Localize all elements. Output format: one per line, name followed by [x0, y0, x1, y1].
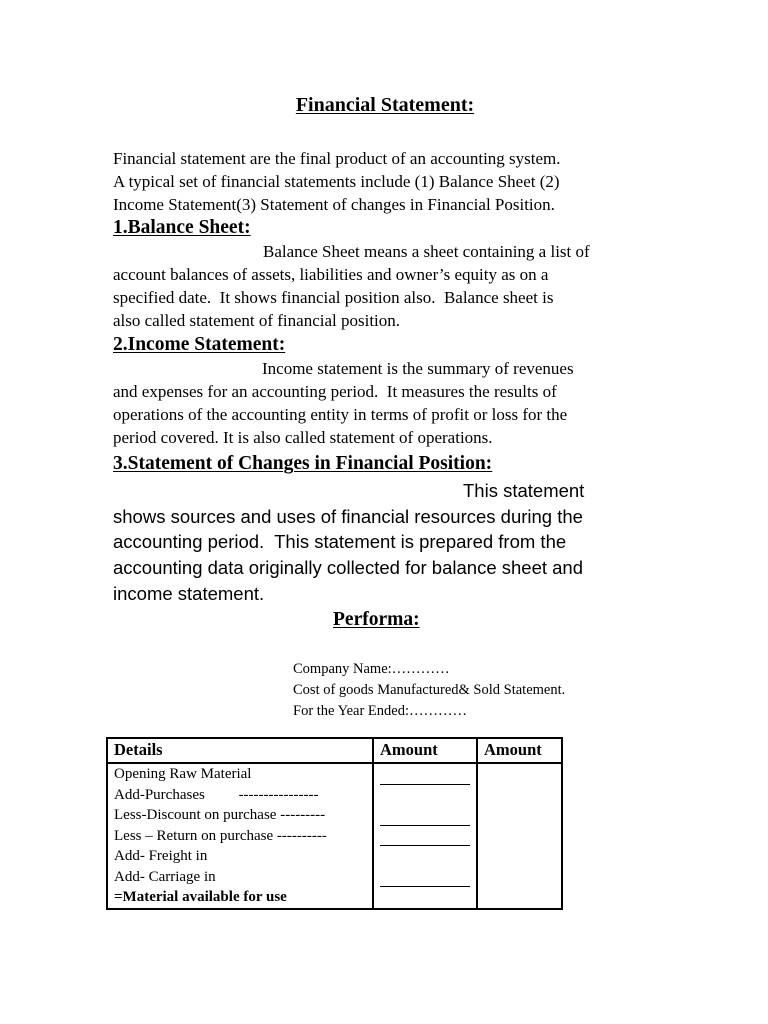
section-heading-balance-sheet: 1.Balance Sheet:	[113, 217, 251, 238]
amount-blank-line	[380, 764, 470, 785]
body-line: accounting data originally collected for balance sheet and	[113, 557, 584, 578]
table-row-item: Less – Return on purchase ----------	[114, 827, 327, 844]
table-row-item: Add- Freight in	[114, 848, 208, 864]
section-heading-income-statement: 2.Income Statement:	[113, 334, 286, 355]
table-row-item: Less-Discount on purchase ---------	[114, 807, 326, 823]
intro-line: A typical set of financial statements include (1) Balance Sheet (2)	[113, 172, 560, 191]
body-line: income statement.	[113, 583, 265, 604]
amount-blank-line	[380, 867, 470, 888]
intro-line: Income Statement(3) Statement of changes in Financial Position.	[113, 195, 555, 214]
year-ended-line: For the Year Ended:…………	[293, 703, 467, 719]
body-line: This statement	[463, 480, 585, 501]
amount-cell-2	[477, 763, 562, 909]
body-line: Income statement is the summary of revenues	[262, 359, 574, 378]
spacer	[380, 785, 470, 806]
table-row-item: Add-Purchases ----------------	[114, 786, 319, 803]
body-line: also called statement of financial position.	[113, 311, 401, 330]
amount-blank-line	[380, 826, 470, 847]
header-amount-1: Amount	[373, 738, 477, 763]
details-cell	[107, 763, 373, 909]
body-line: operations of the accounting entity in terms of profit or loss for the	[113, 405, 568, 424]
body-line: and expenses for an accounting period. It measures the results of	[113, 382, 557, 401]
body-line: period covered. It is also called statement of operations.	[113, 428, 493, 447]
table-row-item: Opening Raw Material	[114, 766, 252, 782]
amount-cell-1	[373, 763, 477, 909]
table-row-item-total: =Material available for use	[114, 889, 287, 905]
body-line: shows sources and uses of financial resources during the	[113, 506, 583, 527]
table-row	[107, 763, 562, 909]
company-name-line: Company Name:…………	[293, 661, 450, 677]
body-line: accounting period. This statement is prepared from the	[113, 531, 567, 552]
cost-of-goods-table	[106, 737, 563, 910]
spacer	[380, 846, 470, 867]
body-line: Balance Sheet means a sheet containing a list of	[263, 242, 590, 261]
amount-blank-line	[380, 805, 470, 826]
statement-name-line: Cost of goods Manufactured& Sold Statement.	[293, 682, 566, 698]
body-line: specified date. It shows financial position also. Balance sheet is	[113, 288, 554, 307]
header-amount-2: Amount	[477, 738, 562, 763]
section-heading-changes-financial-position: 3.Statement of Changes in Financial Position:	[113, 453, 493, 474]
table-row-item: Add- Carriage in	[114, 868, 216, 885]
header-details: Details	[107, 738, 373, 763]
performa-heading: Performa:	[333, 609, 420, 630]
table-header-row	[107, 738, 562, 763]
body-line: account balances of assets, liabilities and owner’s equity as on a	[113, 265, 549, 284]
page-title: Financial Statement:	[295, 94, 475, 116]
intro-line: Financial statement are the final product of an accounting system.	[113, 149, 561, 168]
